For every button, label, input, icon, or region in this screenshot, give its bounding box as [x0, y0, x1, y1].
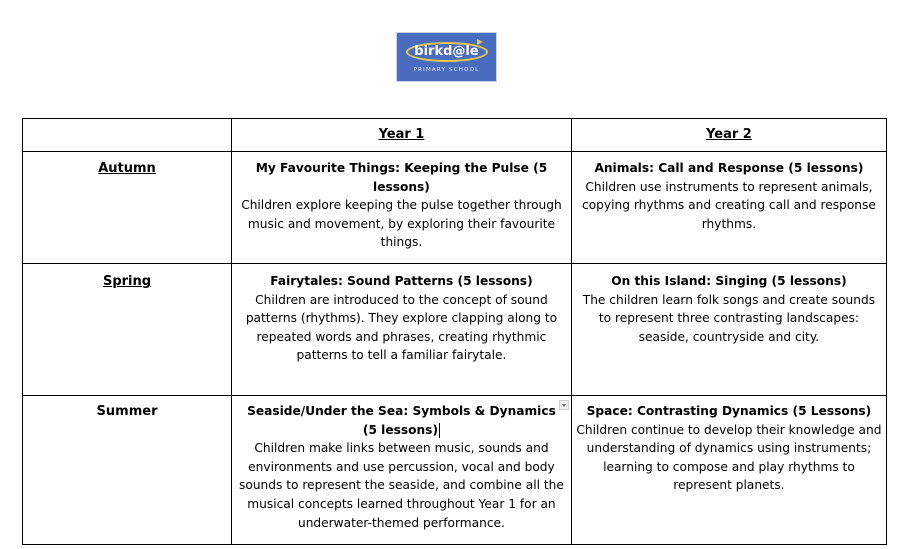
header-year-2[interactable] — [571, 119, 886, 152]
table-header-row — [23, 119, 887, 152]
unit-title: My Favourite Things: Keeping the Pulse (5 lessons) — [255, 161, 548, 194]
year-2-cell[interactable] — [571, 396, 886, 545]
curriculum-table — [22, 118, 887, 545]
season-label: Autumn — [98, 161, 156, 176]
header-empty-cell[interactable] — [23, 119, 232, 152]
logo-subtitle: PRIMARY SCHOOL — [413, 67, 480, 73]
header-year-1-label: Year 1 — [378, 127, 425, 143]
unit-description: The children learn folk songs and create sounds to represent three contrasting landscapes: seaside, countryside and city. — [582, 292, 876, 344]
year-2-cell[interactable] — [571, 264, 886, 396]
season-cell[interactable] — [23, 396, 232, 545]
year-1-cell[interactable] — [232, 396, 572, 545]
header-year-1[interactable] — [232, 119, 572, 152]
unit-title-line-1: Seaside/Under the Sea: Symbols & Dynamics — [247, 404, 556, 418]
year-2-cell[interactable] — [571, 152, 886, 264]
unit-description: Children explore keeping the pulse together through music and movement, by exploring their favourite things. — [241, 198, 562, 250]
table-row-autumn — [23, 152, 887, 264]
unit-description: Children are introduced to the concept of sound patterns (rhythms). They explore clapping along to repeated words and phrases, creating rhythmic patterns to tell a familiar fairytale. — [245, 292, 558, 363]
unit-description: Children make links between music, sounds and environments and use percussion, vocal and body sounds to represent the seaside, and combine all the musical concepts learned throughout Year 1 for an underwater-themed performance. — [239, 441, 564, 530]
logo-name: birkd@le — [414, 44, 479, 59]
year-1-cell[interactable] — [232, 152, 572, 264]
header-year-2-label: Year 2 — [706, 127, 752, 143]
unit-description: Children use instruments to represent animals, copying rhythms and creating call and response rhythms. — [582, 179, 876, 231]
unit-title: Animals: Call and Response (5 lessons) — [594, 161, 864, 175]
unit-description: Children continue to develop their knowledge and understanding of dynamics using instruments; learning to compose and play rhythms to represent planets. — [576, 422, 882, 493]
school-logo — [396, 32, 497, 82]
season-label: Summer — [96, 404, 158, 419]
unit-title-line-2: (5 lessons) — [362, 422, 439, 437]
dropdown-arrow-icon[interactable] — [559, 400, 569, 410]
season-cell[interactable] — [23, 264, 232, 396]
unit-title: Fairytales: Sound Patterns (5 lessons) — [270, 274, 533, 288]
text-cursor — [439, 423, 440, 438]
season-label: Spring — [102, 274, 152, 289]
unit-title — [236, 402, 567, 439]
season-cell[interactable] — [23, 152, 232, 264]
unit-title: On this Island: Singing (5 lessons) — [611, 274, 847, 288]
year-1-cell[interactable] — [232, 264, 572, 396]
table-row-summer — [23, 396, 887, 545]
unit-title: Space: Contrasting Dynamics (5 Lessons) — [586, 404, 872, 418]
table-row-spring — [23, 264, 887, 396]
